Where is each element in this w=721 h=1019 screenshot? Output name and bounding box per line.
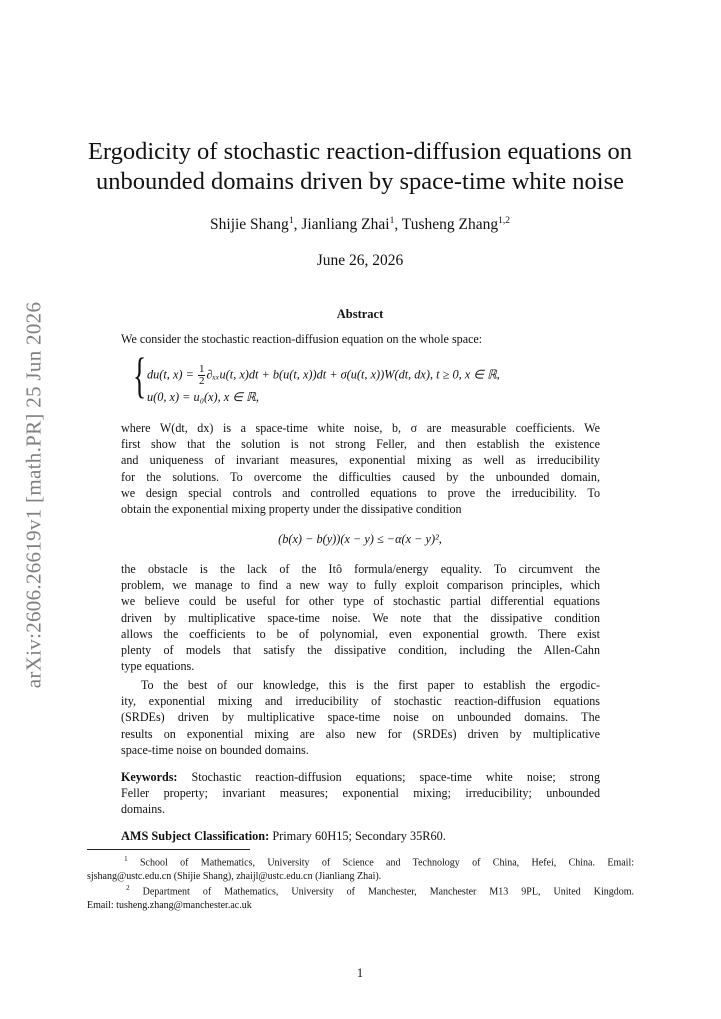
paper-title <box>60 137 660 197</box>
abstract-paragraph-4 <box>121 677 600 758</box>
title-line-2: unbounded domains driven by space-time white noise <box>96 168 624 195</box>
fraction-one-half <box>198 364 206 387</box>
footnote-text: Department of Mathematics, University of Manchester, Manchester M13 9PL, United Kingdom. <box>142 886 635 898</box>
text-line: ity, exponential mixing and irreducibility of stochastic reaction-diffusion equations <box>121 694 600 709</box>
footnote-text: School of Mathematics, University of Science and Technology of China, Hefei, China. Email: <box>139 857 635 869</box>
equation-line-1 <box>147 364 500 387</box>
footnote-rule <box>87 849 250 850</box>
fraction-denominator: 2 <box>198 375 205 387</box>
text-line: (SRDEs) driven by multiplicative space-time noise on unbounded domains. The <box>121 710 600 725</box>
text-line: allows the coefficients to be of polynomial, even exponential growth. There exist <box>121 626 600 641</box>
paper-date: June 26, 2026 <box>316 252 404 269</box>
text-line: results on exponential mixing are also new for (SRDEs) driven by multiplicative <box>121 726 600 741</box>
dissipative-inequality: (b(x) − b(y))(x − y) ≤ −α(x − y)², <box>278 532 442 546</box>
text-line: Feller property; invariant measures; exponential mixing; irreducibility; unbounded <box>121 786 600 801</box>
page-number: 1 <box>356 966 364 980</box>
text-line <box>121 769 600 785</box>
text-line: the obstacle is the lack of the Itô formula/energy equality. To circumvent the <box>121 562 600 576</box>
text-line: we believe could be useful for other type of stochastic partial differential equations <box>121 594 600 609</box>
footnote-mark: 1 <box>124 855 128 863</box>
author-name: Shijie Shang <box>210 216 289 234</box>
footnote-mark: 2 <box>126 884 130 892</box>
author-affiliation-mark: 1,2 <box>498 216 510 226</box>
equation-system <box>133 347 613 410</box>
text-line <box>87 882 634 899</box>
text-line: sjshang@ustc.edu.cn (Shijie Shang), zhaijl@ustc.edu.cn (Jianliang Zhai). <box>87 870 382 882</box>
title-line-1: Ergodicity of stochastic reaction-diffusion equations on <box>87 138 633 165</box>
text-line: driven by multiplicative space-time noise. We note that the dissipative condition <box>121 610 600 625</box>
text-line: and uniqueness of invariant measures, exponential mixing as well as irreducibility <box>121 453 600 468</box>
text-line: domains. <box>121 802 166 817</box>
text-line: for the solutions. To overcome the difficulties caused by the unbounded domain, <box>121 469 600 484</box>
author-affiliation-mark: 1 <box>389 216 395 226</box>
text-line: We consider the stochastic reaction-diffusion equation on the whole space: <box>121 332 483 346</box>
keywords-block <box>121 769 600 818</box>
abstract-paragraph-3 <box>121 561 600 674</box>
text-line: type equations. <box>121 659 195 674</box>
ams-label: AMS Subject Classification: <box>121 829 270 843</box>
text-line: first show that the solution is not strong Feller, and then establish the existence <box>121 437 600 452</box>
equation-rhs: ∂ₓₓu(t, x)dt + b(u(t, x))dt + σ(u(t, x))W(dt, dx), t ≥ 0, x ∈ ℝ, <box>206 367 500 382</box>
left-brace: { <box>133 347 147 403</box>
text-line <box>87 853 634 870</box>
keywords-label: Keywords: <box>121 770 178 784</box>
author-name: Tusheng Zhang <box>401 216 499 234</box>
author-affiliation-mark: 1 <box>288 216 294 226</box>
text-line: To the best of our knowledge, this is the first paper to establish the ergodic- <box>141 678 600 692</box>
abstract-intro <box>121 331 600 347</box>
abstract-heading: Abstract <box>336 307 384 321</box>
text-line: where W(dt, dx) is a space-time white noise, b, σ are measurable coefficients. We <box>121 421 600 435</box>
equation-line-2: u(0, x) = u₀(x), x ∈ ℝ, <box>147 390 259 404</box>
arxiv-identifier-stamp: arXiv:2606.26619v1 [math.PR] 25 Jun 2026 <box>21 301 46 689</box>
ams-value: Primary 60H15; Secondary 35R60. <box>272 829 446 843</box>
text-line: problem, we manage to find a new way to fully exploit comparison principles, which <box>121 578 600 593</box>
text-line: Email: tusheng.zhang@manchester.ac.uk <box>87 899 252 911</box>
equation-lhs: du(t, x) = <box>147 367 197 382</box>
ams-classification <box>121 829 446 844</box>
fraction-numerator: 1 <box>198 363 205 375</box>
keywords-text: Stochastic reaction-diffusion equations; space-time white noise; strong <box>191 770 600 784</box>
text-line: we design special controls and controlled equations to prove the irreducibility. To <box>121 485 600 500</box>
text-line: obtain the exponential mixing property under the dissipative condition <box>121 502 462 517</box>
author-list: Shijie Shang$^1$, Jianliang Zhai$^1$, Tusheng Zhang$^{1,2}$ <box>210 216 510 234</box>
abstract-paragraph-2 <box>121 420 600 517</box>
footnote-2 <box>87 882 634 912</box>
footnote-1 <box>87 853 634 883</box>
text-line: space-time noise on bounded domains. <box>121 742 309 757</box>
text-line: plenty of models that satisfy the dissipative condition, including the Allen-Cahn <box>121 643 600 658</box>
author-name: Jianliang Zhai <box>301 216 390 234</box>
